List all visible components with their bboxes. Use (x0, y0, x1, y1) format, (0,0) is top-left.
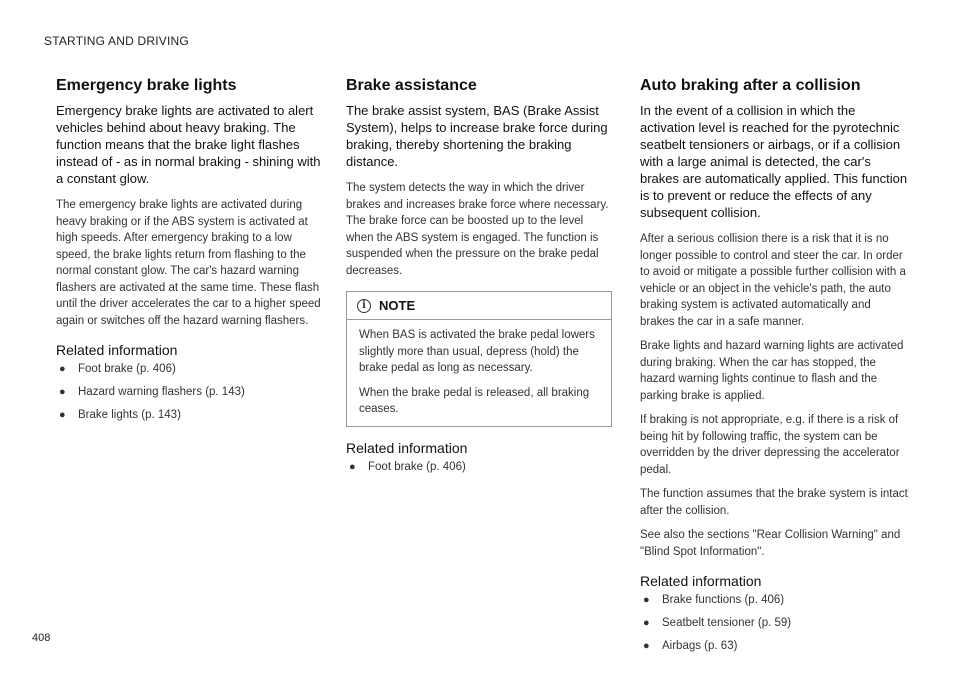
body-paragraph: The system detects the way in which the driver brakes and increases brake force where necessary. The brake force can be boosted up to the level when the ABS system is engaged. The function is suspended when the pressure on the brake pedal decreases. (346, 182, 609, 277)
body-paragraph: The function assumes that the brake system is intact after the collision. (640, 488, 908, 517)
bullet-icon: ● (59, 409, 66, 421)
bullet-icon: ● (59, 386, 66, 398)
related-information-heading: Related information (56, 342, 178, 358)
note-paragraph: When BAS is activated the brake pedal lowers slightly more than usual, depress (hold) the brake pedal as long as necessary. (359, 329, 595, 374)
info-icon: i (357, 299, 371, 313)
related-item[interactable]: ● Airbags (p. 63) (643, 640, 738, 652)
related-item[interactable]: ● Foot brake (p. 406) (59, 363, 176, 375)
bullet-icon: ● (643, 594, 650, 606)
related-information-heading: Related information (346, 439, 468, 456)
related-information-heading: Related information (640, 573, 762, 589)
body-paragraph: If braking is not appropriate, e.g. if there is a risk of being hit by following traffic, the system can be overridden by the driver depressing the accelerator pedal. (640, 414, 900, 476)
bullet-icon: ● (643, 617, 650, 629)
section-title: Brake assistance (346, 77, 477, 94)
bullet-icon: ● (59, 363, 66, 375)
lead-paragraph: Emergency brake lights are activated to alert vehicles behind about heavy braking. The function means that the brake light flashes instead of - as in normal braking - shining with a constant glow. (56, 103, 321, 186)
related-list (346, 459, 612, 475)
note-header (347, 292, 611, 320)
note-body (347, 320, 611, 426)
section-title: Auto braking after a collision (640, 77, 861, 94)
note-title: NOTE (379, 298, 416, 313)
related-item[interactable]: ● Seatbelt tensioner (p. 59) (643, 617, 792, 629)
body-paragraph: After a serious collision there is a risk that it is no longer possible to control and steer the car. In order to avoid or mitigate a possible further collision with a vehicle or an object in the vehicle's path, the auto braking system is activated automatically and brakes the car in a safe manner. (640, 233, 906, 328)
body-paragraph: See also the sections "Rear Collision Warning" and "Blind Spot Information". (640, 529, 901, 558)
column-auto-braking (640, 76, 908, 661)
note-paragraph: When the brake pedal is released, all braking ceases. (359, 386, 590, 415)
body-paragraph: Brake lights and hazard warning lights are activated during braking. When the car has stopped, the hazard warning lights continue to flash and the parking brake is applied. (640, 340, 904, 402)
bullet-icon: ● (643, 640, 650, 652)
related-item[interactable]: ● Brake functions (p. 406) (643, 594, 785, 606)
column-brake-assistance (346, 76, 612, 482)
note-box (346, 291, 612, 427)
bullet-icon: ● (349, 460, 356, 473)
related-item[interactable]: ● Hazard warning flashers (p. 143) (59, 386, 245, 398)
related-list (640, 592, 908, 654)
section-header: STARTING AND DRIVING (44, 34, 189, 48)
column-emergency-brake-lights (56, 76, 323, 430)
section-title: Emergency brake lights (56, 77, 237, 94)
page-number: 408 (32, 632, 51, 644)
related-list (56, 361, 323, 423)
body-paragraph: The emergency brake lights are activated during heavy braking or if the ABS system is activated at high speeds. After emergency braking to a low speed, the brake lights return from flashing to the normal constant glow. The car's hazard warning flashers are activated at the same time. These flash until the driver accelerates the car to a higher speed again or switches off the hazard warning flashers. (56, 199, 321, 327)
related-item[interactable]: ● Foot brake (p. 406) (349, 460, 466, 473)
lead-paragraph: The brake assist system, BAS (Brake Assist System), helps to increase brake force during braking, thereby shortening the braking distance. (346, 103, 608, 169)
lead-paragraph: In the event of a collision in which the activation level is reached for the pyrotechnic seatbelt tensioners or airbags, or if a collision with a large animal is detected, the car's brakes are automatically applied. This function is to prevent or reduce the effects of any subsequent collision. (640, 103, 908, 220)
related-item[interactable]: ● Brake lights (p. 143) (59, 409, 181, 421)
